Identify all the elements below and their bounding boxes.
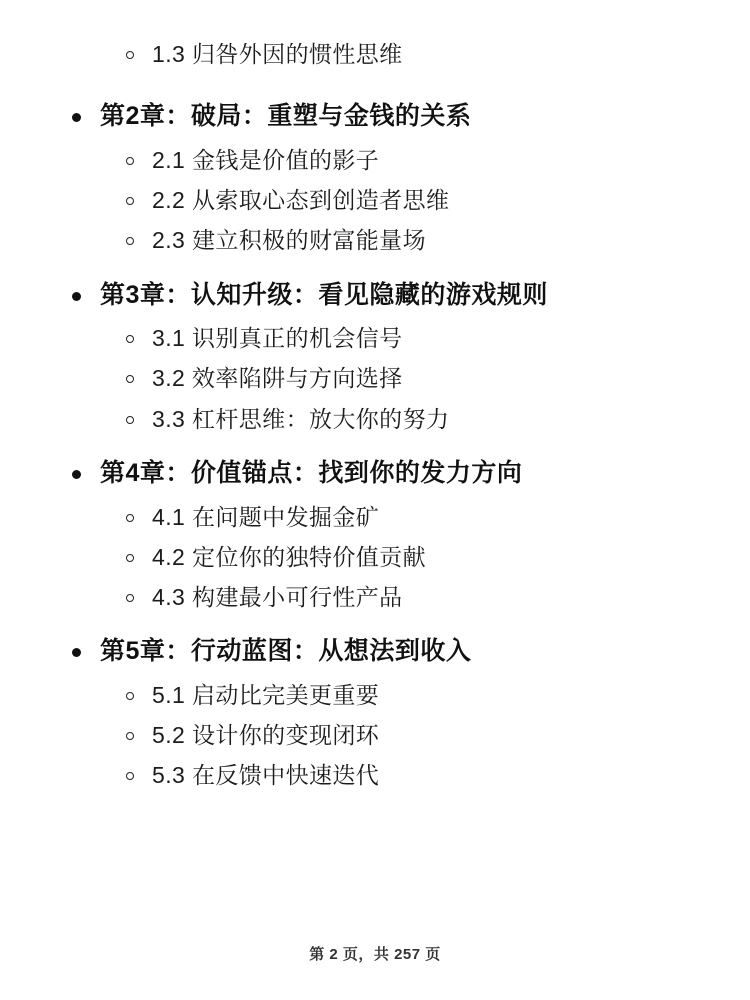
- toc-chapter-item[interactable]: 第3章：认知升级：看见隐藏的游戏规则: [60, 279, 690, 313]
- toc-section-item[interactable]: 2.2 从索取心态到创造者思维: [60, 184, 690, 216]
- toc-section-item[interactable]: 4.2 定位你的独特价值贡献: [60, 541, 690, 573]
- toc-chapter-item[interactable]: 第5章：行动蓝图：从想法到收入: [60, 635, 690, 669]
- toc-section-item[interactable]: 3.2 效率陷阱与方向选择: [60, 362, 690, 394]
- toc-group: [60, 38, 690, 70]
- page-number-footer: 第 2 页，共 257 页: [309, 946, 441, 963]
- toc-chapter-item[interactable]: 第4章：价值锚点：找到你的发力方向: [60, 457, 690, 491]
- toc-section-list: [60, 38, 690, 70]
- toc-section-item[interactable]: 1.3 归咎外因的惯性思维: [60, 38, 690, 70]
- toc-section-item[interactable]: 5.3 在反馈中快速迭代: [60, 759, 690, 791]
- toc-section-item[interactable]: 4.1 在问题中发掘金矿: [60, 501, 690, 533]
- toc-group: [60, 100, 690, 256]
- toc-section-item[interactable]: 4.3 构建最小可行性产品: [60, 581, 690, 613]
- toc-group: [60, 635, 690, 791]
- table-of-contents: [60, 38, 690, 791]
- toc-section-list: [60, 501, 690, 614]
- toc-section-list: [60, 144, 690, 257]
- toc-section-item[interactable]: 2.3 建立积极的财富能量场: [60, 224, 690, 256]
- toc-group: [60, 279, 690, 435]
- toc-chapter-item[interactable]: 第2章：破局：重塑与金钱的关系: [60, 100, 690, 134]
- toc-section-item[interactable]: 3.1 识别真正的机会信号: [60, 322, 690, 354]
- toc-section-list: [60, 322, 690, 435]
- toc-section-item[interactable]: 5.2 设计你的变现闭环: [60, 719, 690, 751]
- toc-section-list: [60, 679, 690, 792]
- toc-section-item[interactable]: 5.1 启动比完美更重要: [60, 679, 690, 711]
- toc-group: [60, 457, 690, 613]
- toc-section-item[interactable]: 2.1 金钱是价值的影子: [60, 144, 690, 176]
- toc-section-item[interactable]: 3.3 杠杆思维：放大你的努力: [60, 403, 690, 435]
